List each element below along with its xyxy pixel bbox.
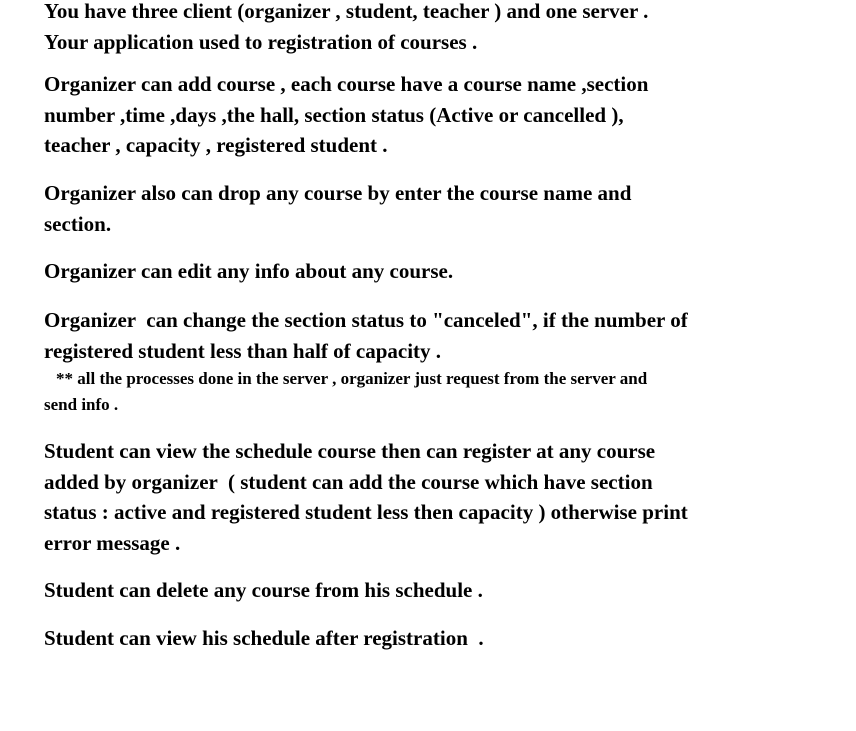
note-server-processes <box>44 366 647 418</box>
text-line: ** all the processes done in the server , organizer just request from the server and <box>56 369 648 388</box>
text-line: status : active and registered student less then capacity ) otherwise print <box>44 500 688 524</box>
text-line: number ,time ,days ,the hall, section status (Active or cancelled ), <box>44 102 624 127</box>
paragraph-organizer-drop-course <box>44 178 631 239</box>
text-line: section. <box>44 211 112 236</box>
paragraph-organizer-cancel-section <box>44 305 688 366</box>
text-line: Organizer can change the section status to "canceled", if the number of <box>44 308 688 332</box>
text-line: Student can delete any course from his schedule . <box>44 578 483 602</box>
paragraph-organizer-edit-course <box>44 256 453 287</box>
text-line: Your application used to registration of courses . <box>44 29 478 54</box>
text-line: added by organizer ( student can add the course which have section <box>44 469 653 494</box>
text-line: Organizer also can drop any course by enter the course name and <box>44 181 632 205</box>
text-line: Student can view his schedule after registration . <box>44 626 484 650</box>
paragraph-overview <box>44 0 648 57</box>
text-line: error message . <box>44 530 181 555</box>
text-line: Student can view the schedule course then can register at any course <box>44 439 656 463</box>
text-line: send info . <box>44 395 119 414</box>
text-line: registered student less than half of capacity . <box>44 338 442 363</box>
text-line: Organizer can add course , each course have a course name ,section <box>44 72 649 96</box>
text-line: Organizer can edit any info about any course. <box>44 259 454 283</box>
paragraph-student-register <box>44 436 688 558</box>
paragraph-student-delete-course <box>44 575 483 606</box>
paragraph-student-view-schedule <box>44 623 484 654</box>
paragraph-organizer-add-course <box>44 69 648 161</box>
text-line: teacher , capacity , registered student . <box>44 133 388 157</box>
text-line: You have three client (organizer , student, teacher ) and one server . <box>44 0 649 23</box>
